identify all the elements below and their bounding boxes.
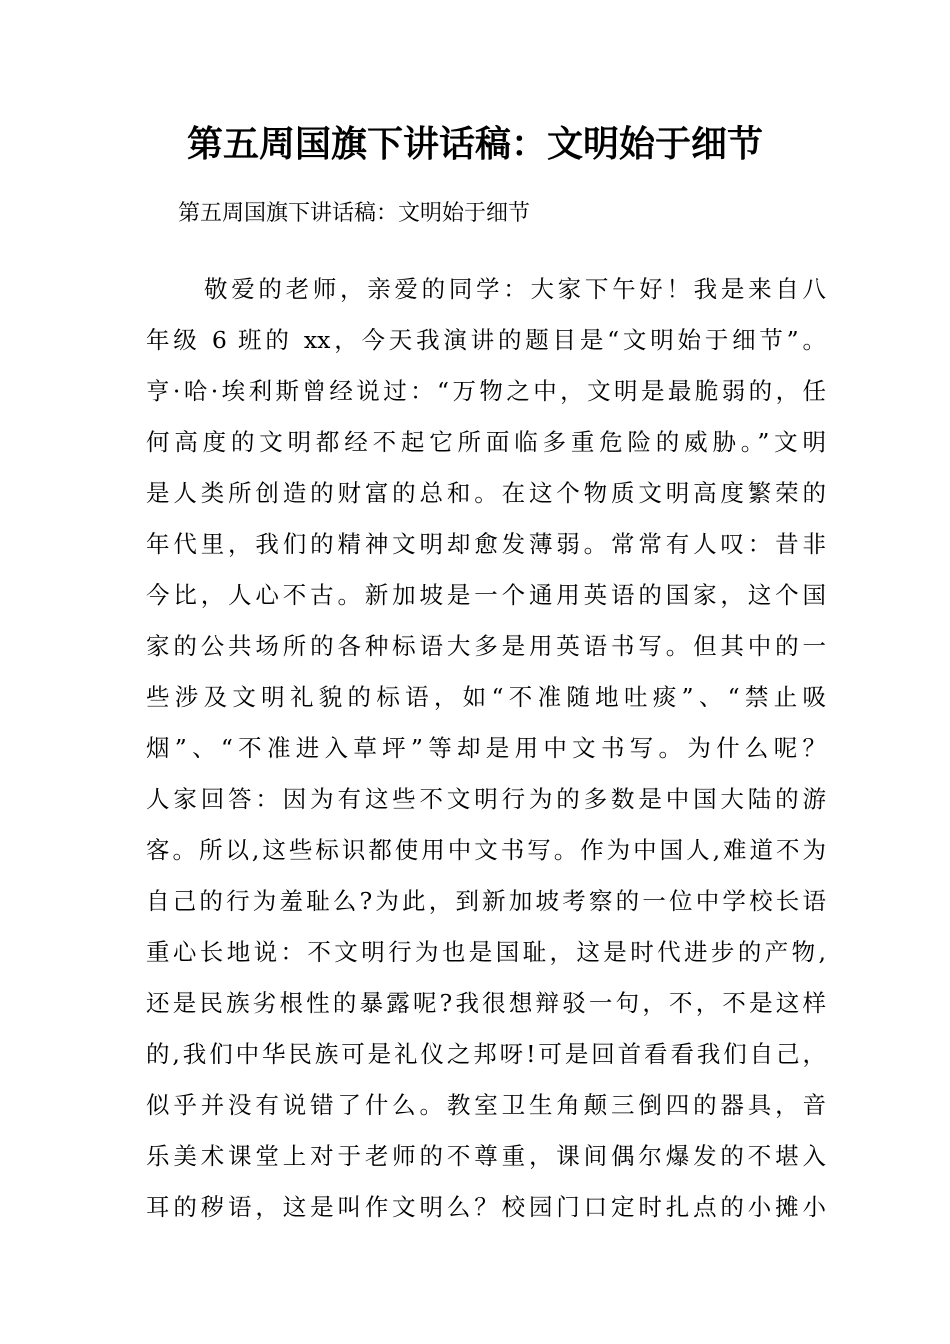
body-line: 年代里，我们的精神文明却愈发薄弱。常常有人叹：昔非	[146, 530, 826, 558]
body-line: 似乎并没有说错了什么。教室卫生角颠三倒四的器具，音	[146, 1091, 826, 1119]
body-line: 亨·哈·埃利斯曾经说过：“万物之中，文明是最脆弱的，任	[146, 377, 826, 405]
body-line: 自己的行为羞耻么?为此，到新加坡考察的一位中学校长语	[146, 887, 826, 915]
body-line: 年级 6 班的 xx，今天我演讲的题目是“文明始于细节”。	[146, 326, 826, 354]
body-line: 重心长地说：不文明行为也是国耻，这是时代进步的产物,	[146, 938, 826, 966]
document-body	[146, 264, 826, 1233]
body-line: 客。所以,这些标识都使用中文书写。作为中国人,难道不为	[146, 836, 826, 864]
body-line: 是人类所创造的财富的总和。在这个物质文明高度繁荣的	[146, 479, 826, 507]
body-line: 的,我们中华民族可是礼仪之邦呀!可是回首看看我们自己，	[146, 1040, 826, 1068]
body-line: 今比，人心不古。新加坡是一个通用英语的国家，这个国	[146, 581, 826, 609]
body-line: 何高度的文明都经不起它所面临多重危险的威胁。”文明	[146, 428, 826, 456]
body-line: 耳的秽语，这是叫作文明么？校园门口定时扎点的小摊小	[146, 1193, 826, 1221]
body-line: 敬爱的老师，亲爱的同学：大家下午好！我是来自八	[204, 275, 826, 303]
body-line: 烟”、“不准进入草坪”等却是用中文书写。为什么呢？	[146, 734, 826, 762]
body-line: 人家回答：因为有这些不文明行为的多数是中国大陆的游	[146, 785, 826, 813]
body-line: 还是民族劣根性的暴露呢?我很想辩驳一句，不，不是这样	[146, 989, 826, 1017]
body-line: 家的公共场所的各种标语大多是用英语书写。但其中的一	[146, 632, 826, 660]
document-title: 第五周国旗下讲话稿：文明始于细节	[186, 123, 763, 165]
body-line: 乐美术课堂上对于老师的不尊重，课间偶尔爆发的不堪入	[146, 1142, 826, 1170]
document-subtitle: 第五周国旗下讲话稿：文明始于细节	[178, 201, 531, 226]
body-line: 些涉及文明礼貌的标语，如“不准随地吐痰”、“禁止吸	[146, 683, 826, 711]
